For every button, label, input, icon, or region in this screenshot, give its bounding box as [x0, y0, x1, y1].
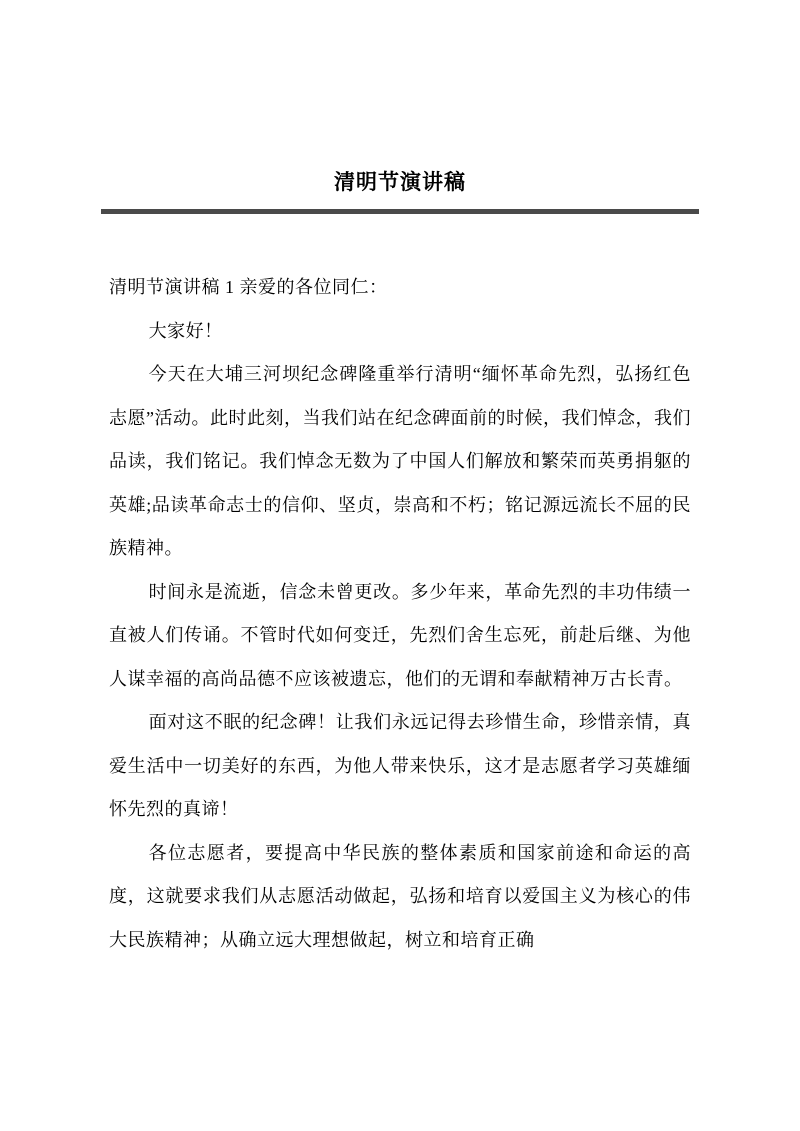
paragraph-body-1: 今天在大埔三河坝纪念碑隆重举行清明“缅怀革命先烈，弘扬红色志愿”活动。此时此刻，当我们站在纪念碑面前的时候，我们悼念，我们品读，我们铭记。我们悼念无数为了中国人们解放和繁荣而英勇捐躯的英雄;品读革命志士的信仰、坚贞，崇高和不朽；铭记源远流长不屈的民族精神。 [109, 364, 691, 558]
document-title: 清明节演讲稿 [334, 170, 466, 194]
paragraph-body-4: 各位志愿者，要提高中华民族的整体素质和国家前途和命运的高度，这就要求我们从志愿活动做起，弘扬和培育以爱国主义为核心的伟大民族精神；从确立远大理想做起，树立和培育正确 [109, 842, 691, 950]
paragraph-greeting: 大家好！ [148, 320, 223, 341]
title-divider [101, 209, 699, 214]
paragraph-body-3: 面对这不眠的纪念碑！让我们永远记得去珍惜生命，珍惜亲情，真爱生活中一切美好的东西，为他人带来快乐，这才是志愿者学习英雄缅怀先烈的真谛！ [109, 712, 691, 819]
paragraph-body-2: 时间永是流逝，信念未曾更改。多少年来，革命先烈的丰功伟绩一直被人们传诵。不管时代如何变迁，先烈们舍生忘死，前赴后继、为他人谋幸福的高尚品德不应该被遗忘，他们的无谓和奉献精神万古长青。 [109, 581, 691, 689]
document-body [109, 266, 691, 962]
paragraph-salutation: 清明节演讲稿 1 亲爱的各位同仁： [109, 277, 388, 297]
